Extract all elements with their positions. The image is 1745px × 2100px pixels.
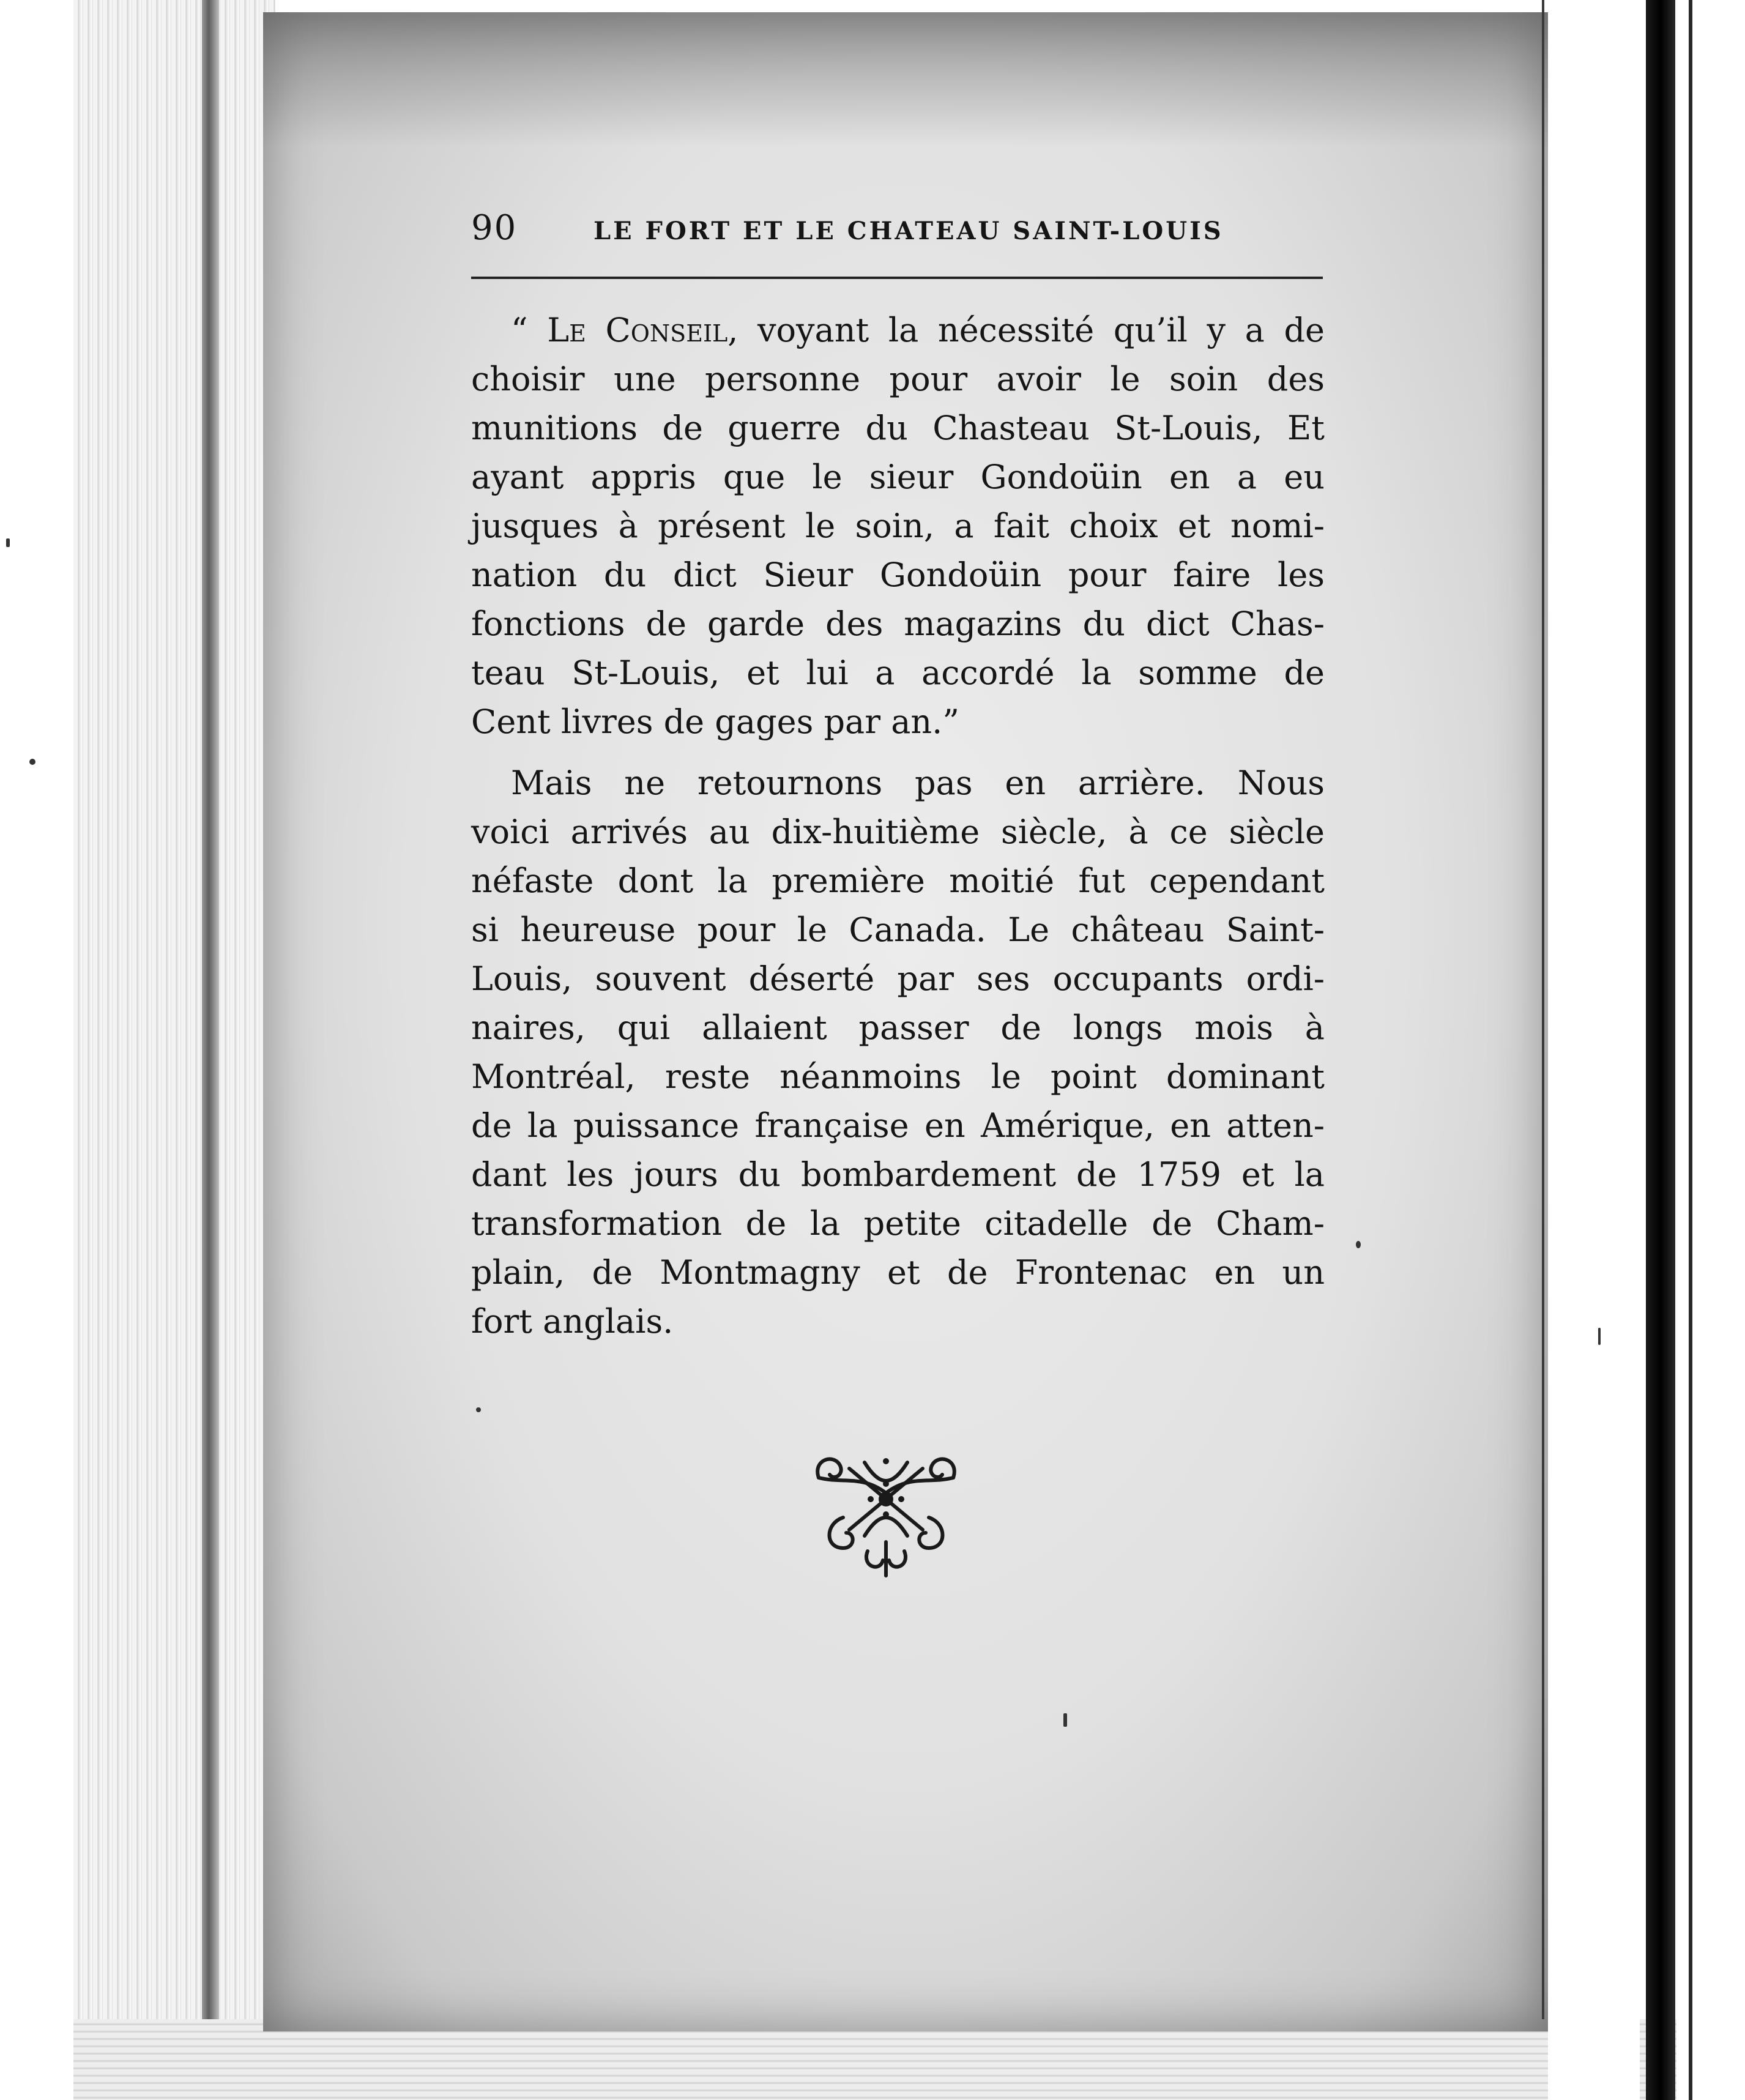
page-frame-line	[1542, 0, 1544, 2019]
scan-speck	[476, 1407, 481, 1412]
text-line: transformation de la petite citadelle de Cham-	[471, 1204, 1325, 1243]
scan-speck	[29, 759, 35, 765]
text-line: nation du dict Sieur Gondoüin pour faire les	[471, 556, 1325, 594]
binding-edge-line	[1689, 0, 1692, 2100]
scan-speck	[1356, 1241, 1361, 1248]
page-edge-shadow	[202, 0, 219, 2100]
text-line: ayant appris que le sieur Gondoüin en a eu	[471, 458, 1325, 496]
text-line: dant les jours du bombardement de 1759 et la	[471, 1155, 1325, 1194]
text-line: jusques à présent le soin, a fait choix et nomi-	[471, 507, 1325, 545]
binding-gutter	[1646, 0, 1675, 2100]
text-line: Mais ne retournons pas en arrière. Nous	[511, 764, 1325, 802]
running-title: LE FORT ET LE CHATEAU SAINT-LOUIS	[593, 217, 1224, 245]
scan-speck	[1598, 1328, 1601, 1345]
text-line: naires, qui allaient passer de longs mois à	[471, 1008, 1325, 1047]
fleuron-ornament-icon	[806, 1450, 966, 1582]
text-line: si heureuse pour le Canada. Le château Saint-	[471, 910, 1325, 949]
page-edge-stack	[73, 0, 275, 2100]
open-quote: “	[511, 311, 548, 349]
body-text	[471, 306, 1325, 1346]
text-line	[471, 306, 1325, 355]
text-line: munitions de guerre du Chasteau St-Louis, Et	[471, 409, 1325, 447]
quoted-paragraph	[471, 306, 1325, 747]
text-line: Montréal, reste néanmoins le point dominant	[471, 1057, 1325, 1096]
scan-speck	[6, 538, 10, 547]
small-caps-lead: Le Conseil	[547, 311, 728, 349]
text-line: néfaste dont la première moitié fut cependant	[471, 862, 1325, 900]
text-line: de la puissance française en Amérique, en atten-	[471, 1106, 1325, 1145]
text-line: teau St-Louis, et lui a accordé la somme de	[471, 653, 1325, 692]
text-line: plain, de Montmagny et de Frontenac en un	[471, 1253, 1325, 1292]
text-line: choisir une personne pour avoir le soin des	[471, 360, 1325, 398]
running-head	[471, 208, 1328, 263]
header-rule	[471, 277, 1323, 279]
text-line: Louis, souvent déserté par ses occupants ordi-	[471, 959, 1325, 998]
narrative-paragraph	[471, 759, 1325, 1346]
text-line-rest: , voyant la nécessité qu’il y a de	[727, 311, 1325, 349]
scan-speck	[1063, 1713, 1067, 1727]
page-number: 90	[471, 208, 518, 248]
page-top-shadow	[263, 12, 1548, 147]
text-line: voici arrivés au dix-huitième siècle, à ce siècle	[471, 813, 1325, 851]
text-line: fort anglais.	[471, 1302, 674, 1341]
right-margin	[1548, 0, 1640, 2100]
text-line: fonctions de garde des magazins du dict Chas-	[471, 605, 1325, 643]
text-line: Cent livres de gages par an.”	[471, 702, 959, 741]
